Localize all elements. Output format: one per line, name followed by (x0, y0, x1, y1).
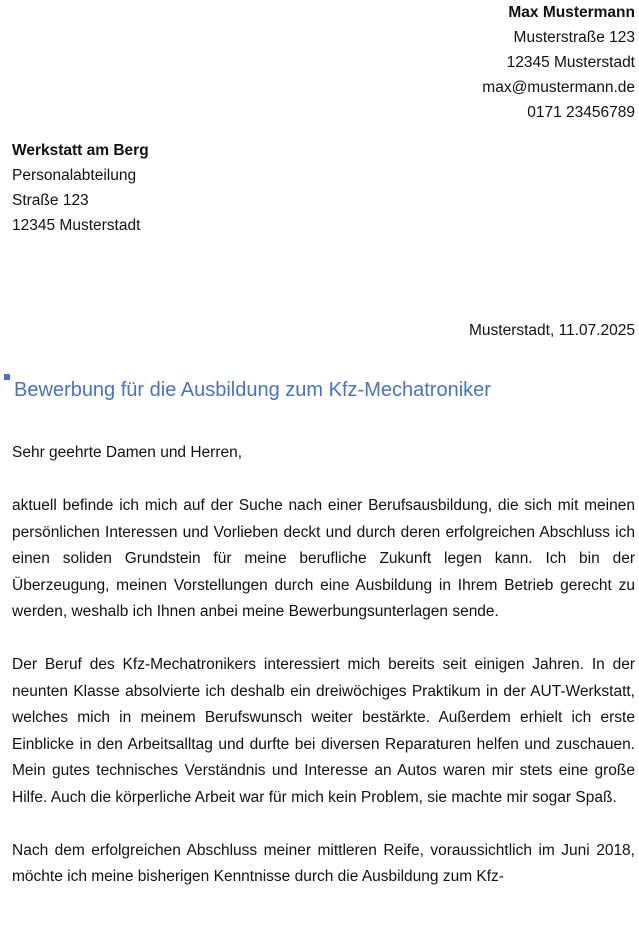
sender-phone: 0171 23456789 (527, 104, 635, 121)
sender-street: Musterstraße 123 (513, 29, 635, 46)
body-paragraph-3: Nach dem erfolgreichen Abschluss meiner mittleren Reife, voraussichtlich im Juni 2018, möchte ich meine bisherigen Kenntnisse durch die Ausbildung zum Kfz- (12, 841, 635, 885)
salutation: Sehr geehrte Damen und Herren, (12, 444, 243, 461)
sender-city: 12345 Musterstadt (506, 54, 635, 71)
sender-email: max@mustermann.de (482, 79, 635, 96)
recipient-city: 12345 Musterstadt (12, 217, 141, 234)
recipient-street: Straße 123 (12, 192, 89, 209)
date-line: Musterstadt, 11.07.2025 (468, 322, 635, 339)
recipient-company: Werkstatt am Berg (12, 142, 149, 159)
recipient-department: Personalabteilung (12, 167, 137, 184)
recipient-block (12, 138, 149, 238)
body-paragraph-2: Der Beruf des Kfz-Mechatronikers interessiert mich bereits seit einigen Jahren. In der neunten Klasse absolvierte ich deshalb ein dreiwöchiges Praktikum in der AUT-Werkstatt, welches mich in meinem Berufswunsch weiter bestärkte. Außerdem erhielt ich erste Einblicke in den Arbeitsalltag und durfte bei diversen Reparaturen helfen und zuschauen. Mein gutes technisches Verständnis und Interesse an Autos waren mir stets eine große Hilfe. Auch die körperliche Arbeit war für mich kein Problem, sie machte mir sogar Spaß. (12, 656, 635, 806)
subject-accent-marker (4, 374, 10, 380)
body-paragraph-1: aktuell befinde ich mich auf der Suche nach einer Berufsausbildung, die sich mit meinen persönlichen Interessen und Vorlieben deckt und durch deren erfolgreichen Abschluss ich einen soliden Grundstein für meine berufliche Zukunft legen kann. Ich bin der Überzeugung, meinen Vorstellungen durch eine Ausbildung in Ihrem Betrieb gerecht zu werden, weshalb ich Ihnen anbei meine Bewerbungsunterlagen sende. (12, 497, 635, 620)
sender-name: Max Mustermann (508, 4, 635, 21)
sender-block (482, 0, 635, 125)
letter-body (12, 440, 635, 891)
subject-heading: Bewerbung für die Ausbildung zum Kfz-Mechatroniker (14, 379, 491, 401)
